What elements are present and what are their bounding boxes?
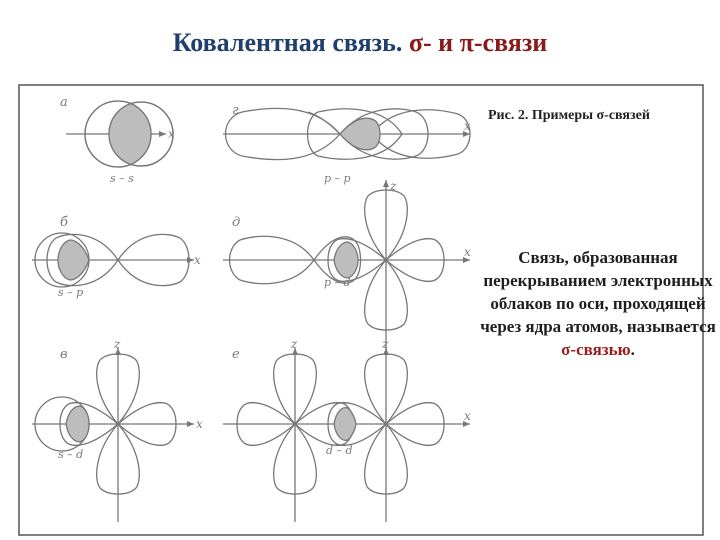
x-axis-arrow	[159, 131, 166, 137]
axis-label-x: x	[194, 253, 201, 267]
panel-p-p	[223, 108, 470, 159]
axis-label-x: x	[168, 127, 175, 141]
overlap-label: s – p	[58, 286, 84, 299]
axis-label-z: z	[390, 179, 397, 193]
definition-text: Связь, образованная перекрыванием электронных облаков по оси, проходящей через ядра атомов, называется	[480, 248, 716, 336]
overlap-label: p – p	[324, 172, 351, 185]
panel-d-d	[223, 348, 470, 522]
overlap-region	[66, 406, 89, 442]
panel-s-d	[32, 348, 194, 522]
panel-s-s	[66, 101, 173, 167]
axis-label-z: z	[382, 337, 389, 351]
panel-letter: б	[60, 215, 68, 230]
overlap-label: d – d	[326, 444, 353, 457]
panel-letter: в	[60, 347, 68, 362]
panel-p-d	[223, 180, 470, 352]
title-prefix: Ковалентная связь.	[172, 28, 409, 57]
x-axis-arrow	[187, 421, 194, 427]
panel-letter: г	[232, 103, 239, 118]
axis-label-x: x	[464, 409, 471, 423]
overlap-label: s – s	[110, 172, 134, 185]
overlap-region	[334, 242, 358, 278]
overlap-label: p – d	[324, 276, 351, 289]
sigma-bond-definition	[478, 246, 718, 361]
figure-caption: Рис. 2. Примеры σ-связей	[488, 108, 650, 123]
definition-term: σ-связью	[561, 340, 631, 359]
panel-letter: д	[232, 215, 241, 230]
title-accent: σ- и π-связи	[408, 28, 548, 57]
x-axis-arrow	[187, 257, 194, 263]
axis-label-z: z	[291, 337, 298, 351]
panel-letter: а	[60, 95, 68, 110]
panel-s-p	[32, 233, 194, 287]
definition-end: .	[630, 340, 635, 359]
overlap-region	[340, 118, 380, 150]
axis-label-z: z	[114, 337, 121, 351]
slide-title	[0, 28, 720, 58]
z-axis-arrow	[383, 180, 389, 187]
overlap-region	[334, 408, 356, 441]
axis-label-x: x	[196, 417, 203, 431]
panel-letter: е	[232, 347, 240, 362]
overlap-label: s – d	[58, 448, 84, 461]
axis-label-x: x	[464, 119, 471, 133]
axis-label-x: x	[464, 245, 471, 259]
